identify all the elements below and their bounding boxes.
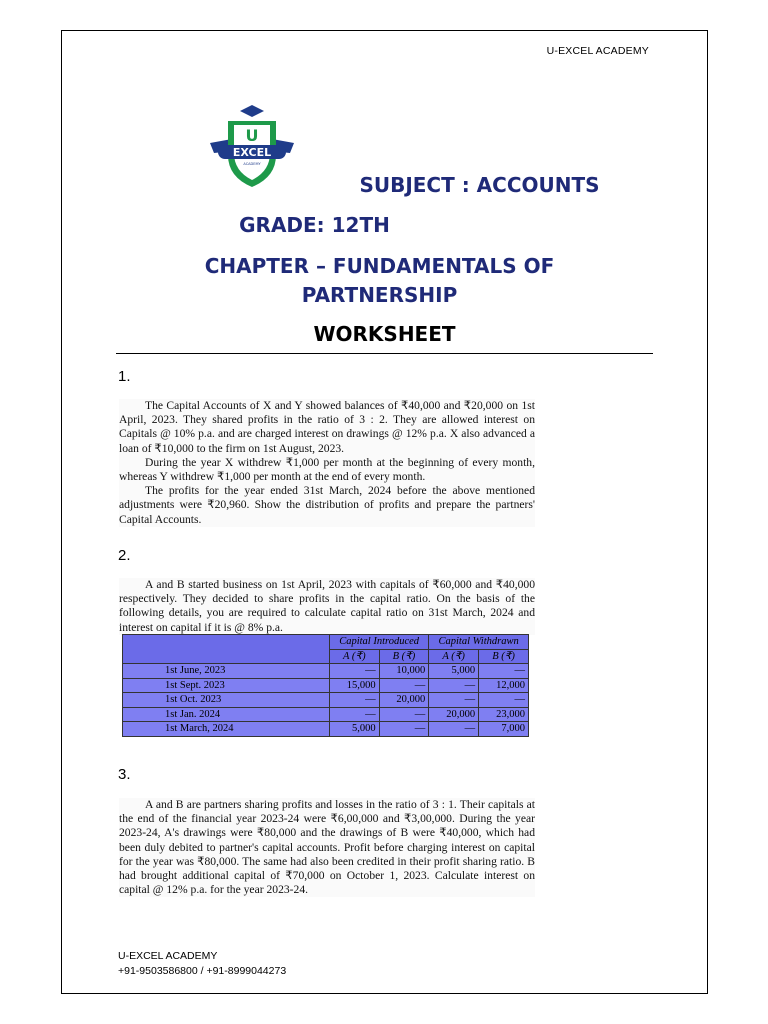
table-cell: — [429,722,479,737]
table-cell: — [330,707,380,722]
table-cell: — [479,693,529,708]
table-cell: 20,000 [429,707,479,722]
question-2-text [119,578,535,635]
subject-title: SUBJECT : ACCOUNTS [359,173,600,197]
footer [118,949,286,979]
column-header: A (₹) [429,649,479,664]
table-row [123,678,529,693]
table-cell: 10,000 [379,664,429,679]
table-cell: 1st Sept. 2023 [123,678,330,693]
question-number: 2. [118,547,131,564]
question-1-text [119,399,535,527]
table-cell: 1st March, 2024 [123,722,330,737]
table-cell: 1st June, 2023 [123,664,330,679]
table-cell: — [379,678,429,693]
column-group-header: Capital Withdrawn [429,635,529,650]
table-cell: 20,000 [379,693,429,708]
question-number: 3. [118,766,131,783]
question-paragraph: The profits for the year ended 31st March, 2024 before the above mentioned adjustments were ₹20,960. Show the distribution of profits and prepare the partners' Capital Accounts. [119,484,535,526]
table-row [123,707,529,722]
footer-academy: U-EXCEL ACADEMY [118,950,218,962]
column-header: B (₹) [479,649,529,664]
table-cell: 23,000 [479,707,529,722]
table-cell: 12,000 [479,678,529,693]
column-header: A (₹) [330,649,380,664]
question-3-text [119,798,535,897]
question-paragraph: The Capital Accounts of X and Y showed balances of ₹40,000 and ₹20,000 on 1st April, 2023. They shared profits in the ratio of 3 : 2. They are allowed interest on Capitals @ 10% p.a. and are charged interest on drawings @ 12% p.a. X also advanced a loan of ₹10,000 to the firm on 1st August, 2023. [119,399,535,455]
table-cell: 7,000 [479,722,529,737]
chapter-title [57,252,702,310]
question-paragraph: A and B are partners sharing profits and losses in the ratio of 3 : 1. Their capitals at the end of the financial year 2023-24 were ₹6,00,000 and ₹3,00,000. During the year 2023-24, A's drawings were ₹80,000 and the drawings of B were ₹40,000, which had been duly debited to partner's capital accounts. Profit before charging interest on capital for the year was ₹80,000. The same had also been credited in their profit sharing ratio. B had brought additional capital of ₹70,000 on October 1, 2023. Calculate interest on capital @ 12% p.a. for the year 2023-24. [119,798,535,897]
table-cell: 1st Jan. 2024 [123,707,330,722]
column-group-header: Capital Introduced [330,635,429,650]
table-row [123,693,529,708]
question-paragraph: During the year X withdrew ₹1,000 per month at the beginning of every month, whereas Y withdrew ₹1,000 per month at the end of every month. [119,455,535,484]
chapter-title-line2: PARTNERSHIP [301,283,458,307]
capital-table [122,634,529,737]
divider [116,353,653,354]
table-cell: 1st Oct. 2023 [123,693,330,708]
question-paragraph: A and B started business on 1st April, 2023 with capitals of ₹60,000 and ₹40,000 respectively. They decided to share profits in the capital ratio. On the basis of the following details, you are required to calculate capital ratio on 31st March, 2024 and interest on capital if it is @ 8% p.a. [119,578,535,634]
table-row [123,722,529,737]
table-cell: — [429,693,479,708]
column-header: B (₹) [379,649,429,664]
logo-word: EXCEL [232,146,272,159]
table-cell: — [379,707,429,722]
table-cell: — [479,664,529,679]
table-cell: 5,000 [330,722,380,737]
question-number: 1. [118,368,131,385]
table-cell: — [330,693,380,708]
table-cell: 15,000 [330,678,380,693]
table-header-row [123,635,529,650]
logo-small: ACADEMY [243,162,261,166]
footer-phones: +91-9503586800 / +91-8999044273 [118,965,287,977]
worksheet-page [61,30,708,994]
table-cell: — [429,678,479,693]
table-row [123,664,529,679]
worksheet-heading: WORKSHEET [313,322,456,346]
table-cell: — [330,664,380,679]
logo-letter: U [245,126,259,145]
chapter-title-line1: CHAPTER – FUNDAMENTALS OF [204,254,555,278]
header-academy: U-EXCEL ACADEMY [546,45,649,57]
table-cell: 5,000 [429,664,479,679]
graduation-cap-icon [240,105,264,117]
grade-title: GRADE: 12TH [239,213,390,237]
table-cell: — [379,722,429,737]
